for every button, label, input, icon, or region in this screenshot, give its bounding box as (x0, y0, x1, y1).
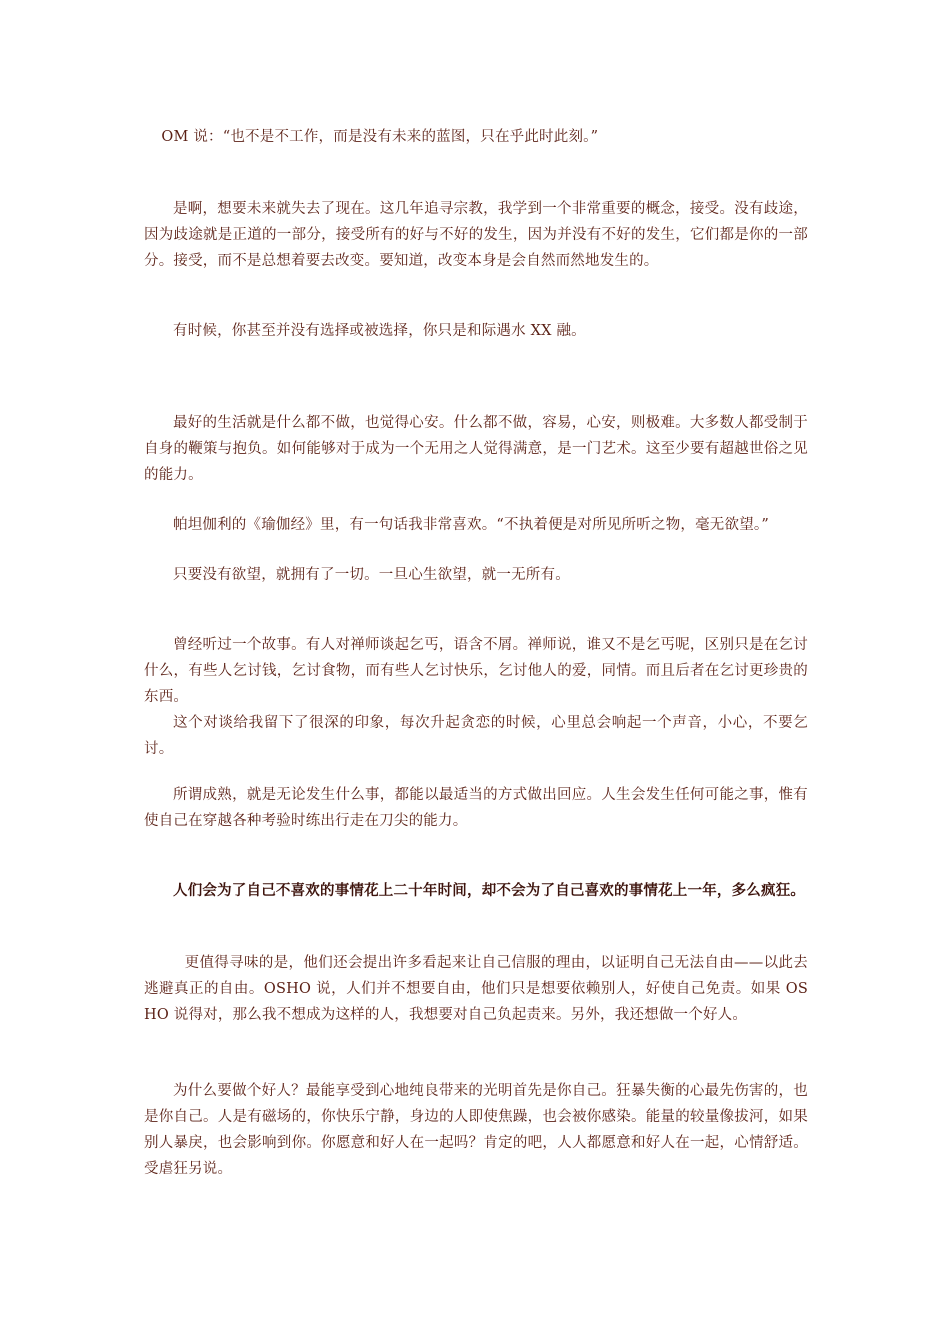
paragraph-best-life: 最好的生活就是什么都不做，也觉得心安。什么都不做，容易，心安，则极难。大多数人都受制于自身的鞭策与抱负。如何能够对于成为一个无用之人觉得满意，是一门艺术。这至少要有超越世俗之见的能力。 (144, 415, 808, 483)
paragraph-encounter: 有时候，你甚至并没有选择或被选择，你只是和际遇水 XX 融。 (173, 323, 586, 339)
paragraph-yoga-sutra: 帕坦伽利的《瑜伽经》里，有一句话我非常喜欢。“不执着便是对所见所听之物，毫无欲望。” (173, 517, 769, 533)
paragraph-freedom: 更值得寻味的是，他们还会提出许多看起来让自己信服的理由，以证明自己无法自由——以此去逃避真正的自由。OSHO 说，人们并不想要自由，他们只是想要依赖别人，好使自己免责。如果 OSHO 说得对，那么我不想成为这样的人，我想要对自己负起责来。另外，我还想做一个好人。 (144, 955, 808, 1023)
paragraph-maturity: 所谓成熟，就是无论发生什么事，都能以最适当的方式做出回应。人生会发生任何可能之事，惟有使自己在穿越各种考验时练出行走在刀尖的能力。 (144, 787, 808, 829)
paragraph-good-person: 为什么要做个好人？最能享受到心地纯良带来的光明首先是你自己。狂暴失衡的心最先伤害的，也是你自己。人是有磁场的，你快乐宁静，身边的人即使焦躁，也会被你感染。能量的较量像拔河，如果别人暴戾，也会影响到你。你愿意和好人在一起吗？肯定的吧，人人都愿意和好人在一起，心情舒适。受虐狂另说。 (144, 1083, 808, 1177)
paragraph-impression: 这个对谈给我留下了很深的印象，每次升起贪恋的时候，心里总会响起一个声音，小心，不要乞讨。 (144, 715, 808, 757)
paragraph-om-quote: OM 说：“也不是不工作，而是没有未来的蓝图，只在乎此时此刻。” (161, 129, 599, 145)
paragraph-beggar-story: 曾经听过一个故事。有人对禅师谈起乞丐，语含不屑。禅师说，谁又不是乞丐呢，区别只是在乞讨什么，有些人乞讨钱，乞讨食物，而有些人乞讨快乐，乞讨他人的爱，同情。而且后者在乞讨更珍贵的东西。 (144, 637, 808, 705)
paragraph-acceptance: 是啊，想要未来就失去了现在。这几年追寻宗教，我学到一个非常重要的概念，接受。没有歧途，因为歧途就是正道的一部分，接受所有的好与不好的发生，因为并没有不好的发生，它们都是你的一部分。接受，而不是总想着要去改变。要知道，改变本身是会自然而然地发生的。 (144, 201, 808, 269)
paragraph-bold-twenty-years: 人们会为了自己不喜欢的事情花上二十年时间，却不会为了自己喜欢的事情花上一年，多么疯狂。 (173, 882, 806, 899)
paragraph-no-desire: 只要没有欲望，就拥有了一切。一旦心生欲望，就一无所有。 (173, 567, 570, 583)
